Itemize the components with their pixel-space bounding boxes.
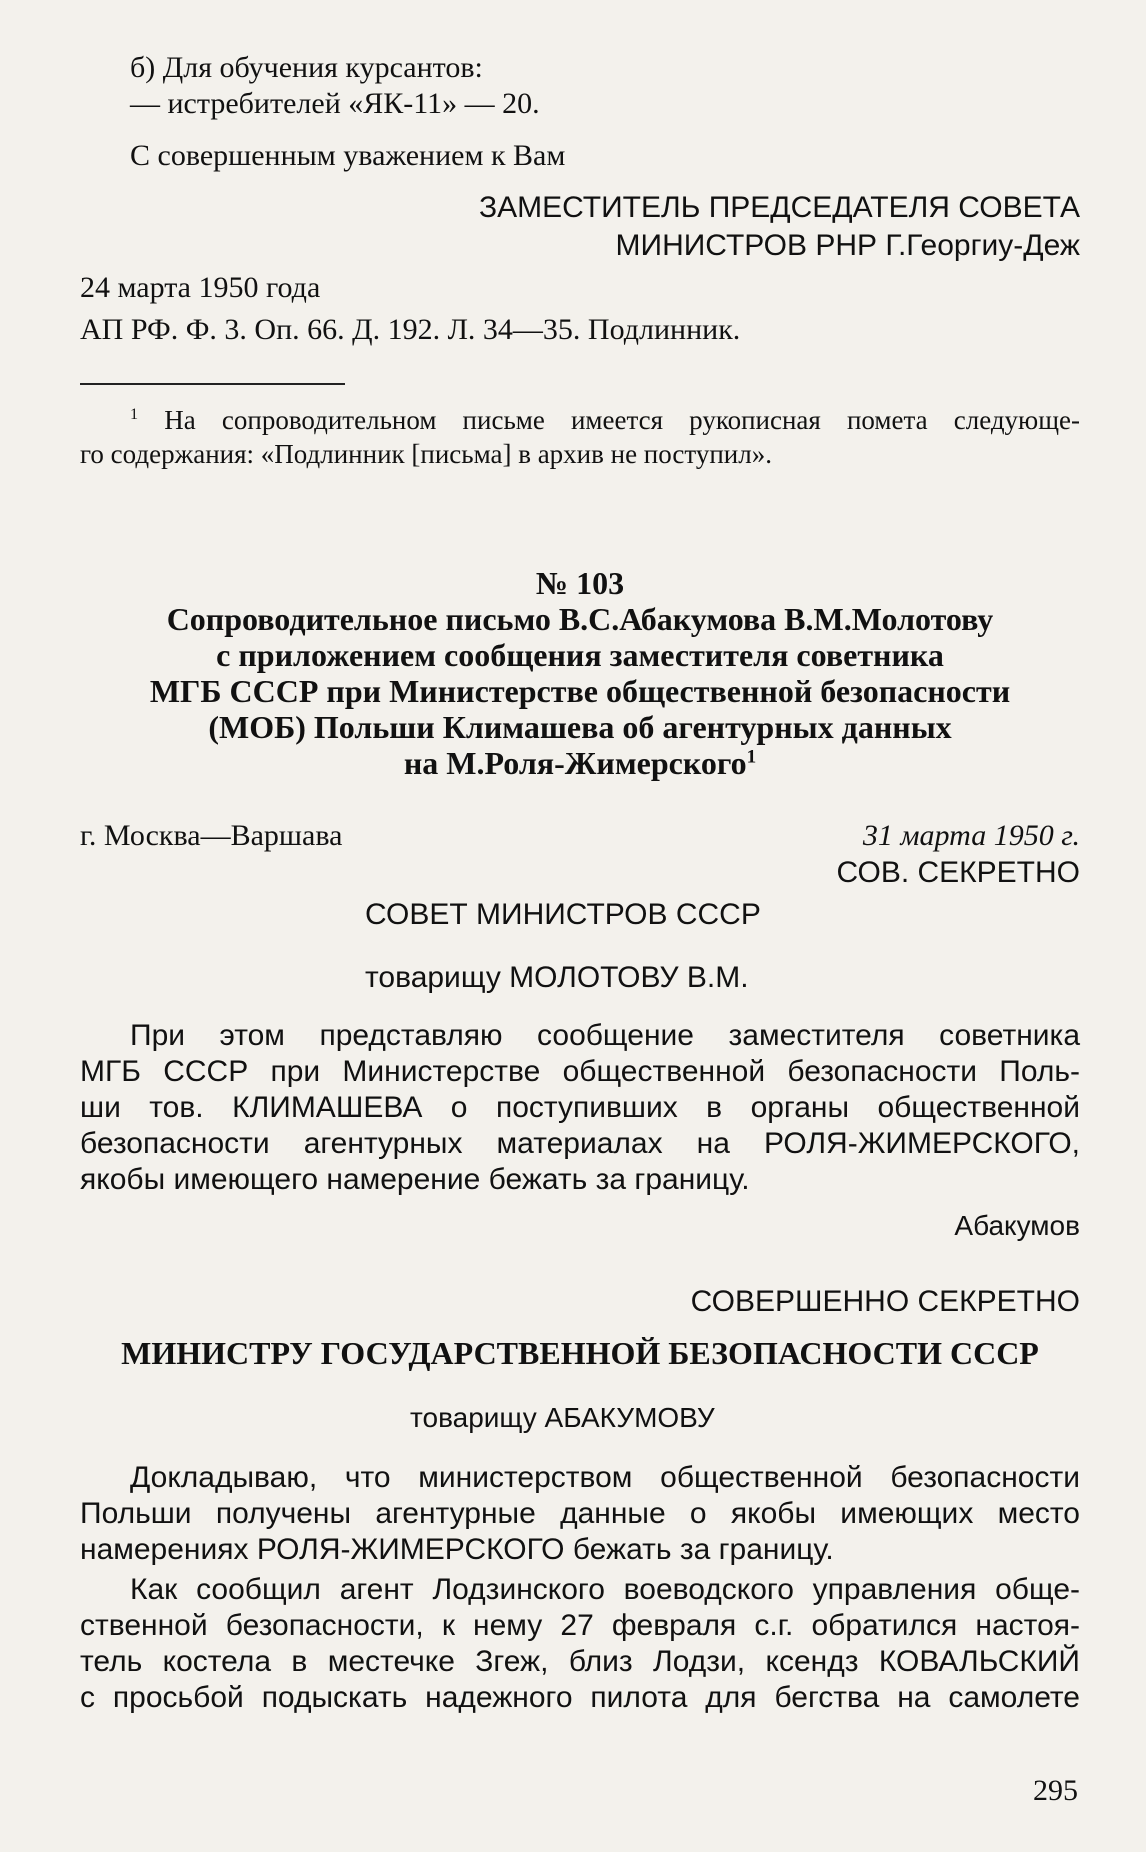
footnote-line1 xyxy=(80,402,1080,438)
letter-body-line1: При этом представляю сообщение заместителя советника xyxy=(130,1019,1080,1052)
document-title-line3: МГБ СССР при Министерстве общественной безопасности xyxy=(149,673,1011,709)
letter-body-line5: якобы имеющего намерение бежать за границу. xyxy=(80,1163,750,1196)
document-title-line5 xyxy=(80,745,1080,781)
attachment-para2-line3: тель костела в местечке Згеж, близ Лодзи, ксендз КОВАЛЬСКИЙ xyxy=(80,1645,1080,1678)
attachment-addressee-org: МИНИСТРУ ГОСУДАРСТВЕННОЙ БЕЗОПАСНОСТИ СССР xyxy=(121,1335,1039,1371)
footnote-marker: 1 xyxy=(130,405,139,423)
letter-body-line2: МГБ СССР при Министерстве общественной безопасности Поль- xyxy=(80,1055,1080,1088)
list-item-fighters: — истребителей «ЯК-11» — 20. xyxy=(130,87,540,120)
document-number: № 103 xyxy=(535,565,625,601)
letter-body-line3: ши тов. КЛИМАШЕВА о поступивших в органы общественной xyxy=(80,1091,1080,1124)
secrecy-stamp: СОВ. СЕКРЕТНО xyxy=(836,856,1080,889)
footnote-line2: го содержания: «Подлинник [письма] в архив не поступил». xyxy=(80,439,772,469)
signature: Абакумов xyxy=(954,1210,1080,1241)
document-title-line1: Сопроводительное письмо В.С.Абакумова В.М.Молотову xyxy=(166,601,994,637)
document-title-line2: с приложением сообщения заместителя советника xyxy=(216,637,944,673)
signatory-title-line1: ЗАМЕСТИТЕЛЬ ПРЕДСЕДАТЕЛЯ СОВЕТА xyxy=(478,191,1080,224)
list-item-b: б) Для обучения курсантов: xyxy=(130,51,483,84)
attachment-para1-line1: Докладываю, что министерством общественной безопасности xyxy=(130,1461,1080,1494)
document-place: г. Москва—Варшава xyxy=(80,819,343,852)
attachment-para1-line2: Польши получены агентурные данные о якобы имеющих место xyxy=(80,1497,1080,1530)
attachment-para2-line4: с просьбой подыскать надежного пилота для бегства на самолете xyxy=(80,1681,1080,1714)
attachment-secrecy-stamp: СОВЕРШЕННО СЕКРЕТНО xyxy=(690,1285,1080,1318)
attachment-para2-line2: ственной безопасности, к нему 27 февраля с.г. обратился настоя- xyxy=(80,1609,1080,1642)
footnote-text-1: На сопроводительном письме имеется рукописная помета следующе- xyxy=(164,405,1080,435)
attachment-para1-line3: намерениях РОЛЯ-ЖИМЕРСКОГО бежать за границу. xyxy=(80,1533,834,1566)
page-number: 295 xyxy=(1033,1774,1078,1807)
signatory-title-line2: МИНИСТРОВ РНР Г.Георгиу-Деж xyxy=(615,229,1080,262)
document-title-line5-text: на М.Роля-Жимерского xyxy=(403,745,747,781)
addressee-organization: СОВЕТ МИНИСТРОВ СССР xyxy=(365,898,761,931)
title-footnote-marker: 1 xyxy=(746,746,757,768)
footnote-divider xyxy=(80,383,345,385)
archive-reference: АП РФ. Ф. 3. Оп. 66. Д. 192. Л. 34—35. Подлинник. xyxy=(80,313,741,346)
attachment-addressee-person: товарищу АБАКУМОВУ xyxy=(410,1402,715,1433)
letter-body-line4: безопасности агентурных материалах на РОЛЯ-ЖИМЕРСКОГО, xyxy=(80,1127,1080,1160)
place-date-row xyxy=(80,818,1080,854)
closing-phrase: С совершенным уважением к Вам xyxy=(130,139,566,172)
attachment-para2-line1: Как сообщил агент Лодзинского воеводского управления обще- xyxy=(130,1573,1080,1606)
document-date: 31 марта 1950 г. xyxy=(862,819,1080,852)
letter-date: 24 марта 1950 года xyxy=(80,271,321,304)
addressee-person: товарищу МОЛОТОВУ В.М. xyxy=(365,961,749,994)
document-title-line4: (МОБ) Польши Климашева об агентурных данных xyxy=(208,709,952,745)
